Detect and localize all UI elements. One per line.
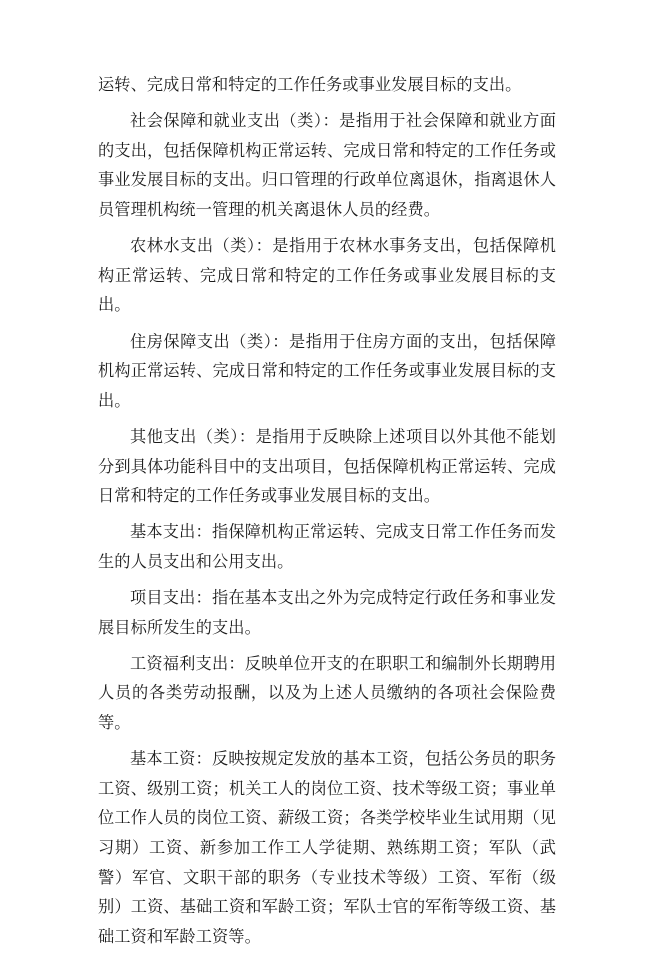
paragraph-other-expenditure: 其他支出（类）：是指用于反映除上述项目以外其他不能划分到具体功能科目中的支出项目，包括保障机构正常运转、完成日常和特定的工作任务或事业发展目标的支出。 bbox=[98, 426, 556, 506]
paragraph-basic-expenditure: 基本支出：指保障机构正常运转、完成支日常工作任务而发生的人员支出和公用支出。 bbox=[98, 522, 556, 571]
paragraph-wage-welfare: 工资福利支出：反映单位开支的在职职工和编制外长期聘用人员的各类劳动报酬，以及为上述人员缴纳的各项社会保险费等。 bbox=[98, 653, 556, 733]
document-body bbox=[98, 70, 556, 958]
paragraph-social-security: 社会保障和就业支出（类）：是指用于社会保障和就业方面的支出，包括保障机构正常运转、完成日常和特定的工作任务或事业发展目标的支出。归口管理的行政单位离退休，指离退休人员管理机构统一管理的机关离退休人员的经费。 bbox=[98, 111, 556, 219]
paragraph-project-expenditure: 项目支出：指在基本支出之外为完成特定行政任务和事业发展目标所发生的支出。 bbox=[98, 588, 556, 637]
paragraph-continuation: 运转、完成日常和特定的工作任务或事业发展目标的支出。 bbox=[98, 75, 522, 94]
paragraph-basic-wage: 基本工资：反映按规定发放的基本工资，包括公务员的职务工资、级别工资；机关工人的岗位工资、技术等级工资；事业单位工作人员的岗位工资、薪级工资；各类学校毕业生试用期（见习期）工资、新参加工作工人学徒期、熟练期工资；军队（武警）军官、文职干部的职务（专业技术等级）工资、军衔（级别）工资、基础工资和军龄工资；军队士官的军衔等级工资、基础工资和军龄工资等。 bbox=[98, 749, 556, 946]
paragraph-agriculture: 农林水支出（类）：是指用于农林水事务支出，包括保障机构正常运转、完成日常和特定的工作任务或事业发展目标的支出。 bbox=[98, 236, 556, 315]
paragraph-housing: 住房保障支出（类）：是指用于住房方面的支出，包括保障机构正常运转、完成日常和特定的工作任务或事业发展目标的支出。 bbox=[98, 331, 556, 410]
